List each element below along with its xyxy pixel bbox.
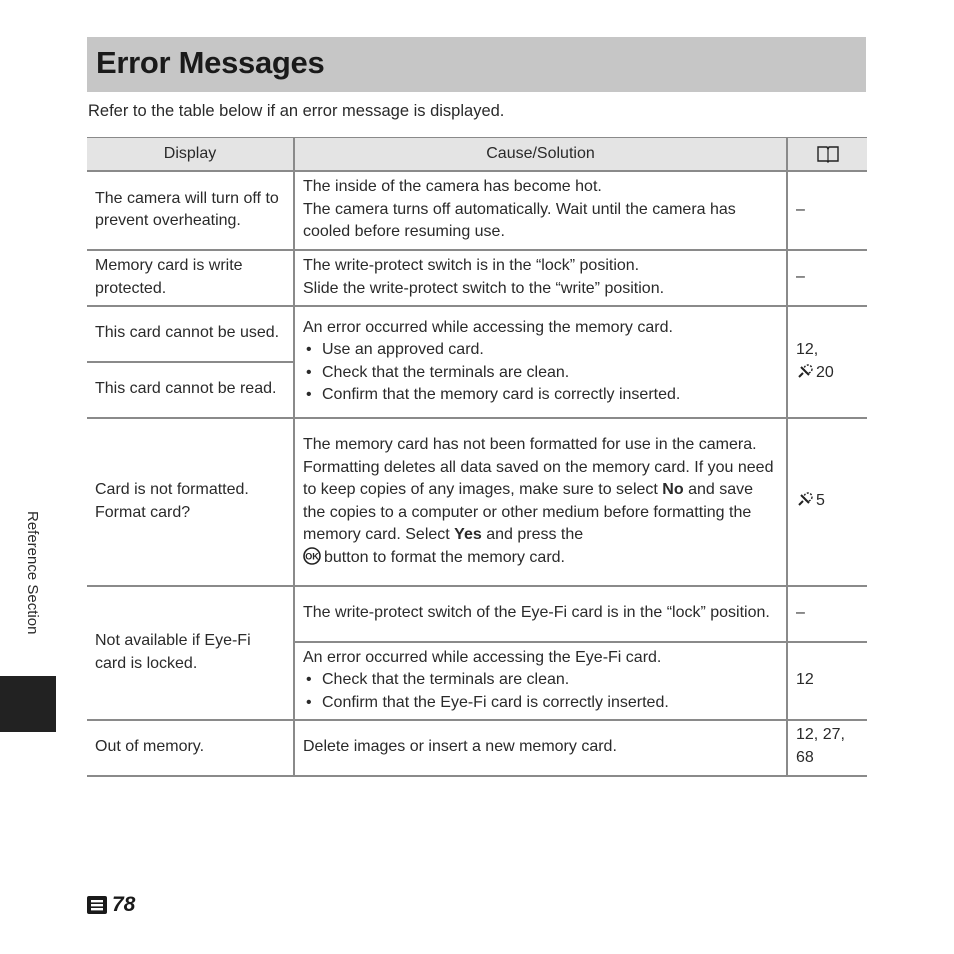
section-tab [0,676,56,732]
table-row [87,418,867,586]
row-cause [294,306,787,418]
list-item: • Use an approved card. [303,339,778,362]
cause-line: Formatting deletes all data saved on the memory card. If you need to keep copies of any images, make sure to select No and save the copies to a computer or other medium before formatting the memory card. Select Yes and press the OK button to format the memory card. [303,458,774,566]
e-icon [86,895,108,915]
section-label: Reference Section [24,511,41,635]
row-ref: 12, 27, 68 [787,720,867,776]
row-display: Card is not formatted. Format card? [87,418,294,586]
row-display: Not available if Eye-Fi card is locked. [87,586,294,720]
cause-line: An error occurred while accessing the Eye-Fi card. [303,648,662,666]
row-display: This card cannot be used. [87,306,294,362]
title-bar [87,37,866,92]
list-item: • Check that the terminals are clean. [303,669,778,692]
header-ref [787,138,867,172]
row-cause [294,418,787,586]
row-display: This card cannot be read. [87,362,294,418]
ok-icon [303,547,321,565]
list-item: • Confirm that the memory card is correctly inserted. [303,384,778,407]
list-item: • Confirm that the Eye-Fi card is correctly inserted. [303,692,778,715]
cause-line: An error occurred while accessing the memory card. [303,318,673,336]
table-row [87,171,867,250]
row-display: The camera will turn off to prevent overheating. [87,171,294,250]
svg-text:OK: OK [305,551,319,561]
cause-line: The memory card has not been formatted for use in the camera. [303,436,757,453]
row-ref: – [787,171,867,250]
row-cause: Delete images or insert a new memory card. [294,720,787,776]
row-ref: – [787,250,867,306]
bullet-list [303,669,778,714]
error-table [87,137,867,777]
row-display: Memory card is write protected. [87,250,294,306]
table-header-row [87,138,867,172]
tip-icon [796,490,816,508]
cause-line: The write-protect switch is in the “lock” position. [303,257,640,274]
table-row [87,250,867,306]
row-ref: 12 [787,642,867,720]
table-row [87,720,867,776]
header-cause: Cause/Solution [294,138,787,172]
cause-line: The camera turns off automatically. Wait until the camera has cooled before resuming use. [303,200,736,241]
ref-line: 20 [796,362,859,385]
row-display: Out of memory. [87,720,294,776]
row-cause: The write-protect switch of the Eye-Fi card is in the “lock” position. [294,586,787,642]
cause-line: Slide the write-protect switch to the “write” position. [303,279,665,297]
intro-text: Refer to the table below if an error message is displayed. [88,102,505,120]
option-yes: Yes [454,526,482,543]
tip-icon [796,362,816,380]
book-icon [816,145,840,163]
table-row [87,306,867,362]
ref-line: 12, [796,341,819,358]
row-ref: 5 [787,418,867,586]
row-cause [294,642,787,720]
option-no: No [662,481,684,498]
page-number: 78 [86,893,135,917]
cause-line: The inside of the camera has become hot. [303,178,602,196]
table-row [87,586,867,642]
row-cause [294,171,787,250]
header-display: Display [87,138,294,172]
row-ref [787,306,867,418]
list-item: • Check that the terminals are clean. [303,362,778,385]
bullet-list [303,339,778,407]
page-title: Error Messages [96,45,325,80]
row-cause [294,250,787,306]
row-ref: – [787,586,867,642]
